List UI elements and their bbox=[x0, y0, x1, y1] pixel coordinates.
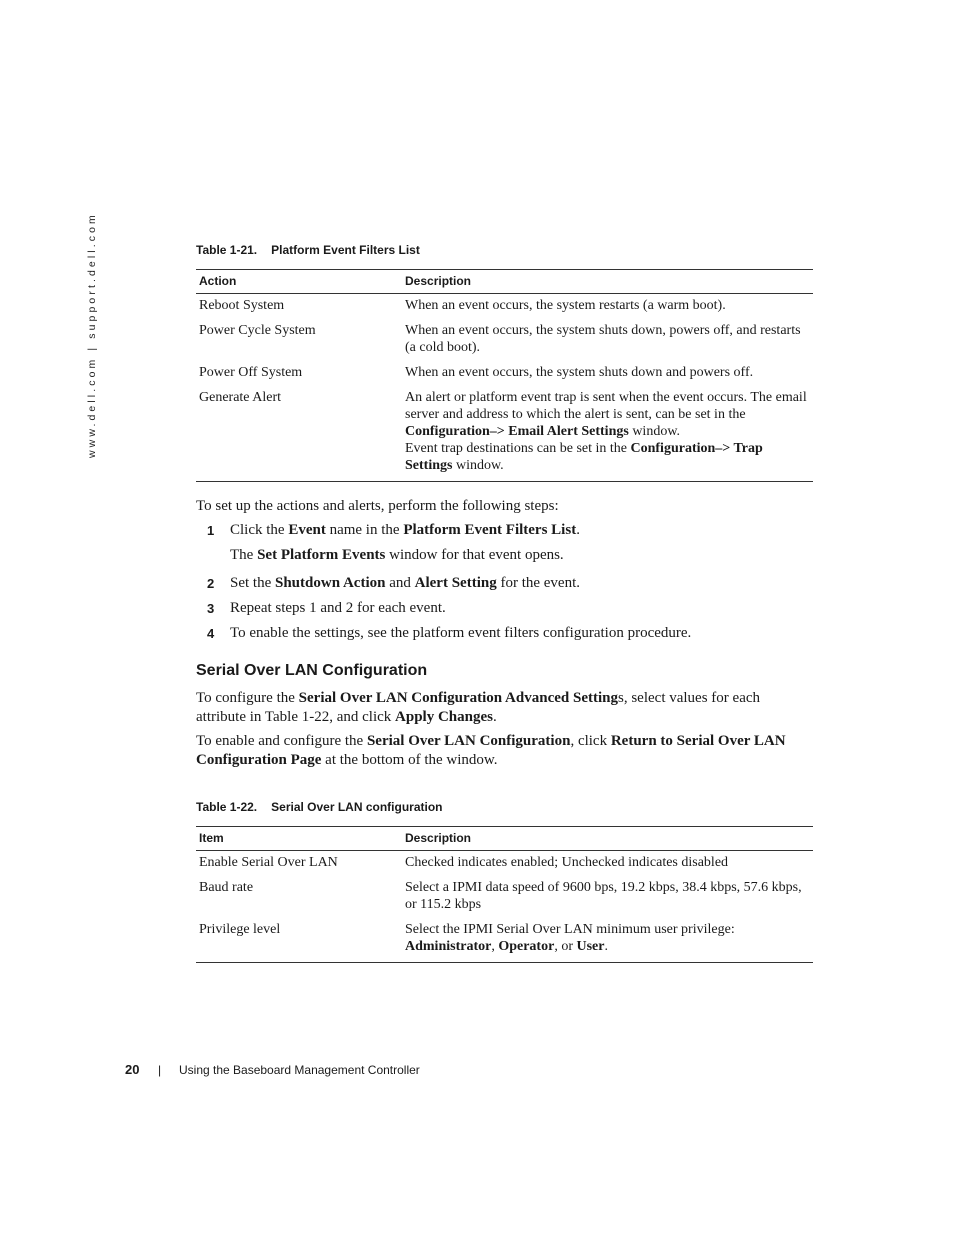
side-url: www.dell.com | support.dell.com bbox=[86, 212, 98, 458]
row-description: When an event occurs, the system shuts down, powers off, and restarts (a cold boot). bbox=[405, 323, 801, 355]
steps-intro: To set up the actions and alerts, perform the following steps: bbox=[196, 498, 559, 514]
table2-number: Table 1-22. bbox=[196, 800, 258, 814]
table2-caption bbox=[196, 800, 443, 814]
footer-chapter-title: Using the Baseboard Management Controller bbox=[179, 1063, 420, 1077]
step-text: Repeat steps 1 and 2 for each event. bbox=[230, 600, 446, 616]
step-number: 1 bbox=[207, 523, 215, 538]
row-item: Enable Serial Over LAN bbox=[199, 855, 338, 870]
step-text: The Set Platform Events window for that event opens. bbox=[230, 547, 564, 563]
step-number: 2 bbox=[207, 576, 215, 591]
row-action: Reboot System bbox=[199, 298, 285, 313]
table1-title: Platform Event Filters List bbox=[271, 243, 420, 257]
table2-title: Serial Over LAN configuration bbox=[271, 800, 443, 814]
table-row bbox=[196, 318, 813, 360]
row-description: Select the IPMI Serial Over LAN minimum user privilege: Administrator, Operator, or User. bbox=[402, 917, 813, 963]
row-description: Checked indicates enabled; Unchecked indicates disabled bbox=[405, 855, 729, 870]
table-header-row bbox=[196, 827, 813, 851]
row-action: Power Off System bbox=[199, 365, 303, 380]
desc-text: window. bbox=[632, 424, 681, 439]
column-header-description: Description bbox=[402, 270, 813, 294]
step-number: 4 bbox=[207, 626, 215, 641]
row-description: When an event occurs, the system shuts down and powers off. bbox=[405, 365, 754, 380]
row-description: When an event occurs, the system restarts (a warm boot). bbox=[405, 298, 726, 313]
table1-caption bbox=[196, 243, 420, 257]
paragraph-configure: To configure the Serial Over LAN Configuration Advanced Settings, select values for each attribute in Table 1-22, and click Apply Changes. bbox=[196, 690, 761, 725]
row-description: Select a IPMI data speed of 9600 bps, 19.2 kbps, 38.4 kbps, 57.6 kbps, or 115.2 kbps bbox=[405, 880, 802, 912]
table-row bbox=[196, 294, 813, 319]
desc-text: An alert or platform event trap is sent when the event occurs. The email server and address to which the alert is sent, can be set in the bbox=[405, 390, 807, 422]
page-number: 20 bbox=[125, 1062, 140, 1077]
step-number: 3 bbox=[207, 601, 215, 616]
step-text: Set the Shutdown Action and Alert Setting for the event. bbox=[230, 575, 581, 591]
desc-text: window. bbox=[455, 458, 504, 473]
column-header-action: Action bbox=[196, 270, 402, 294]
menu-path-email: Configuration–> Email Alert Settings bbox=[405, 424, 629, 439]
column-header-description: Description bbox=[402, 827, 813, 851]
row-item: Baud rate bbox=[199, 880, 254, 895]
step-text: To enable the settings, see the platform event filters configuration procedure. bbox=[230, 625, 692, 641]
row-action: Generate Alert bbox=[196, 385, 402, 482]
row-action: Power Cycle System bbox=[199, 323, 316, 338]
paragraph-enable: To enable and configure the Serial Over LAN Configuration, click Return to Serial Over LAN Configuration Page at the bottom of the window. bbox=[196, 733, 786, 768]
footer-separator: | bbox=[158, 1063, 162, 1077]
platform-event-filters-table bbox=[196, 269, 813, 482]
section-heading: Serial Over LAN Configuration bbox=[196, 662, 428, 679]
table-header-row bbox=[196, 270, 813, 294]
table-row bbox=[196, 875, 813, 917]
table-row bbox=[196, 917, 813, 963]
table1-number: Table 1-21. bbox=[196, 243, 258, 257]
step-text: Click the Event name in the Platform Event Filters List. bbox=[230, 522, 580, 538]
serial-over-lan-table bbox=[196, 826, 813, 963]
row-item: Privilege level bbox=[196, 917, 402, 963]
menu-path-trap: Configuration–> Trap Settings bbox=[405, 441, 763, 473]
table-row bbox=[196, 851, 813, 876]
column-header-item: Item bbox=[196, 827, 402, 851]
desc-text: Event trap destinations can be set in the bbox=[405, 441, 627, 456]
table-row bbox=[196, 360, 813, 385]
row-description bbox=[402, 385, 813, 482]
table-row bbox=[196, 385, 813, 482]
